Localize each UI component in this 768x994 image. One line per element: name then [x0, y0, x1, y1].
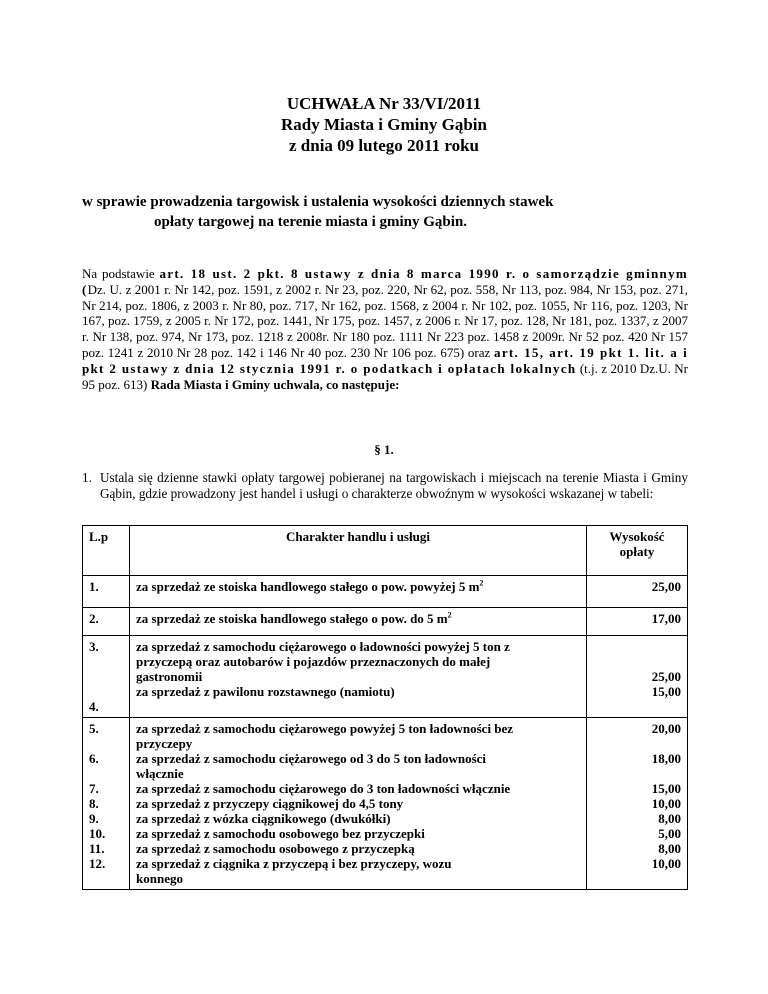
table-row — [83, 718, 688, 890]
resolution-date: z dnia 09 lutego 2011 roku — [288, 136, 480, 155]
subject-line-2: opłaty targowej na terenie miasta i gminy Gąbin. — [154, 214, 468, 230]
legal-citations-2: (t.j. z 2010 Dz.U. Nr 95 poz. 613) — [82, 360, 689, 392]
row-fee: 25,00 — [587, 576, 688, 608]
table-header-row — [83, 526, 688, 576]
resolution-number: UCHWAŁA Nr 33/VI/2011 — [286, 94, 482, 113]
point-text: Ustala się dzienne stawki opłaty targowej pobieranej na targowiskach i miejscach na terenie Miasta i Gminy Gąbin, gdzie prowadzony jest handel i usługi o charakterze obwoźnym w wysokości wskazanej w tabeli: — [100, 470, 688, 501]
header-description: Charakter handlu i usługi — [130, 526, 587, 576]
fee-table — [82, 525, 688, 890]
row-lp: 2. — [83, 608, 130, 636]
row-fee: 25,00 15,00 — [587, 636, 688, 718]
row-description: za sprzedaż ze stoiska handlowego stałego o pow. powyżej 5 $m^2$ — [130, 576, 587, 608]
legal-intro: Na podstawie — [82, 266, 155, 281]
row-fee: 20,00 18,00 15,00 10,00 8,00 5,00 8,00 10,00 — [587, 718, 688, 890]
row-fee: 17,00 — [587, 608, 688, 636]
legal-closing: Rada Miasta i Gminy uchwala, co następuje: — [150, 376, 400, 392]
legal-citations-1: Dz. U. z 2001 r. Nr 142, poz. 1591, z 2002 r. Nr 23, poz. 220, Nr 62, poz. 558, Nr 113, poz. 984, Nr 153, poz. 271, Nr 214, poz. 1806, z 2003 r. Nr 80, poz. 717, Nr 162, poz. 1568, z 2004 r. Nr 102, poz. 1055, Nr 116, poz. 1203, Nr 167, poz. 1759, z 2005 r. Nr 172, poz. 1441, Nr 175, poz. 1457, z 2006 r. Nr 17, poz. 128, Nr 181, poz. 1337, z 2007 r. Nr 138, poz. 974, Nr 173, poz. 1218 z 2008r. Nr 180 poz. 1111 Nr 223 poz. 1458 z 2009r. Nr 52 poz. 420 Nr 157 poz. 1241 z 2010 Nr 28 poz. 142 i 146 Nr 40 poz. 230 Nr 106 poz. 675) oraz — [82, 281, 688, 360]
header-lp: L.p — [83, 526, 130, 576]
row-description: za sprzedaż z samochodu ciężarowego o ładowności powyżej 5 ton z przyczepą oraz autobarów i pojazdów przeznaczonych do małej gastronomii za sprzedaż z pawilonu rozstawnego (namiotu) — [130, 636, 587, 718]
table-row — [83, 636, 688, 718]
row-description: za sprzedaż z samochodu ciężarowego powyżej 5 ton ładowności bez przyczepy za sprzedaż z samochodu ciężarowego od 3 do 5 ton ładowności włącznie za sprzedaż z samochodu ciężarowego do 3 ton ładowności włącznie za sprzedaż z przyczepy ciągnikowej do 4,5 tony za sprzedaż z wózka ciągnikowego (dwukółki) za sprzedaż z samochodu osobowego bez przyczepki za sprzedaż z samochodu osobowego z przyczepką za sprzedaż z ciągnika z przyczepą i bez przyczepy, wozu konnego — [130, 718, 587, 890]
row-description: za sprzedaż ze stoiska handlowego stałego o pow. do 5 $m^2$ — [130, 608, 587, 636]
section-heading: § 1. — [374, 442, 394, 457]
legal-basis-paragraph — [82, 266, 688, 392]
row-lp: 3. 4. — [83, 636, 130, 718]
table-row — [83, 576, 688, 608]
legal-reference-1: art. 18 ust. 2 pkt. 8 ustawy z dnia 8 marca 1990 r. o samorządzie gminnym ( — [82, 266, 689, 297]
point-1 — [82, 470, 688, 502]
table-row — [83, 608, 688, 636]
row-lp: 1. — [83, 576, 130, 608]
header-fee: Wysokość opłaty — [587, 526, 688, 576]
resolution-subject — [82, 192, 702, 232]
council-name: Rady Miasta i Gminy Gąbin — [281, 115, 487, 134]
row-lp: 5. 6. 7. 8. 9. 10. 11. 12. — [83, 718, 130, 890]
subject-line-1: w sprawie prowadzenia targowisk i ustalenia wysokości dziennych stawek — [82, 194, 554, 210]
legal-reference-2: art. 15, art. 19 pkt 1. lit. a i pkt 2 ustawy z dnia 12 stycznia 1991 r. o podatkach i opłatach lokalnych — [82, 344, 688, 376]
point-number: 1. — [82, 470, 92, 485]
